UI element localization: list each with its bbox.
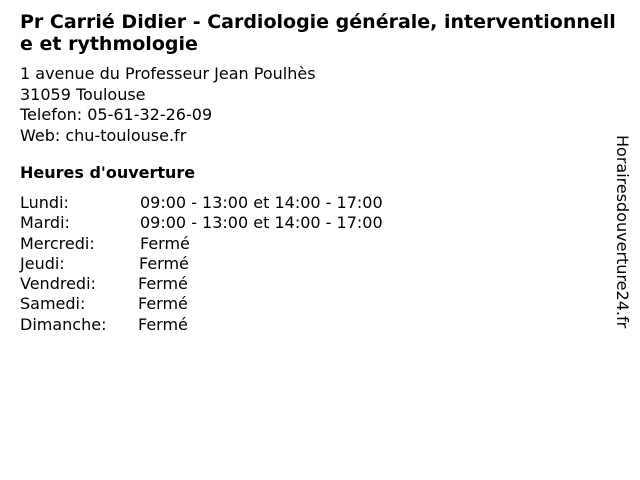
hours-row-friday — [20, 274, 383, 294]
day-hours: Fermé — [138, 314, 188, 334]
page-title: Pr Carrié Didier - Cardiologie générale, interventionnelle et rythmologie — [20, 11, 616, 55]
day-label: Vendredi: — [20, 274, 96, 294]
hours-row-wednesday — [20, 234, 383, 254]
day-hours: Fermé — [139, 253, 189, 273]
day-hours: Fermé — [138, 294, 188, 314]
day-label: Mardi: — [20, 213, 70, 233]
day-label: Mercredi: — [20, 233, 95, 253]
hours-row-saturday — [20, 294, 383, 314]
day-hours: 09:00 - 13:00 et 14:00 - 17:00 — [140, 193, 383, 212]
address-block — [20, 64, 316, 146]
hours-row-sunday — [20, 315, 383, 335]
address-street: 1 avenue du Professeur Jean Poulhès — [20, 64, 316, 83]
day-label: Dimanche: — [20, 314, 107, 334]
day-hours: Fermé — [138, 274, 188, 294]
day-label: Jeudi: — [20, 253, 65, 273]
hours-heading: Heures d'ouverture — [20, 163, 196, 182]
day-label: Lundi: — [20, 193, 69, 212]
day-hours: Fermé — [140, 233, 190, 253]
address-city: 31059 Toulouse — [20, 84, 146, 104]
hours-table — [20, 193, 383, 335]
watermark-site-name: Horairesdouverture24.fr — [613, 135, 632, 329]
day-label: Samedi: — [20, 294, 86, 314]
hours-row-thursday — [20, 254, 383, 274]
hours-row-monday — [20, 193, 383, 213]
hours-row-tuesday — [20, 213, 383, 233]
phone-number: Telefon: 05-61-32-26-09 — [20, 105, 213, 124]
website: Web: chu-toulouse.fr — [20, 125, 187, 145]
day-hours: 09:00 - 13:00 et 14:00 - 17:00 — [140, 213, 383, 233]
